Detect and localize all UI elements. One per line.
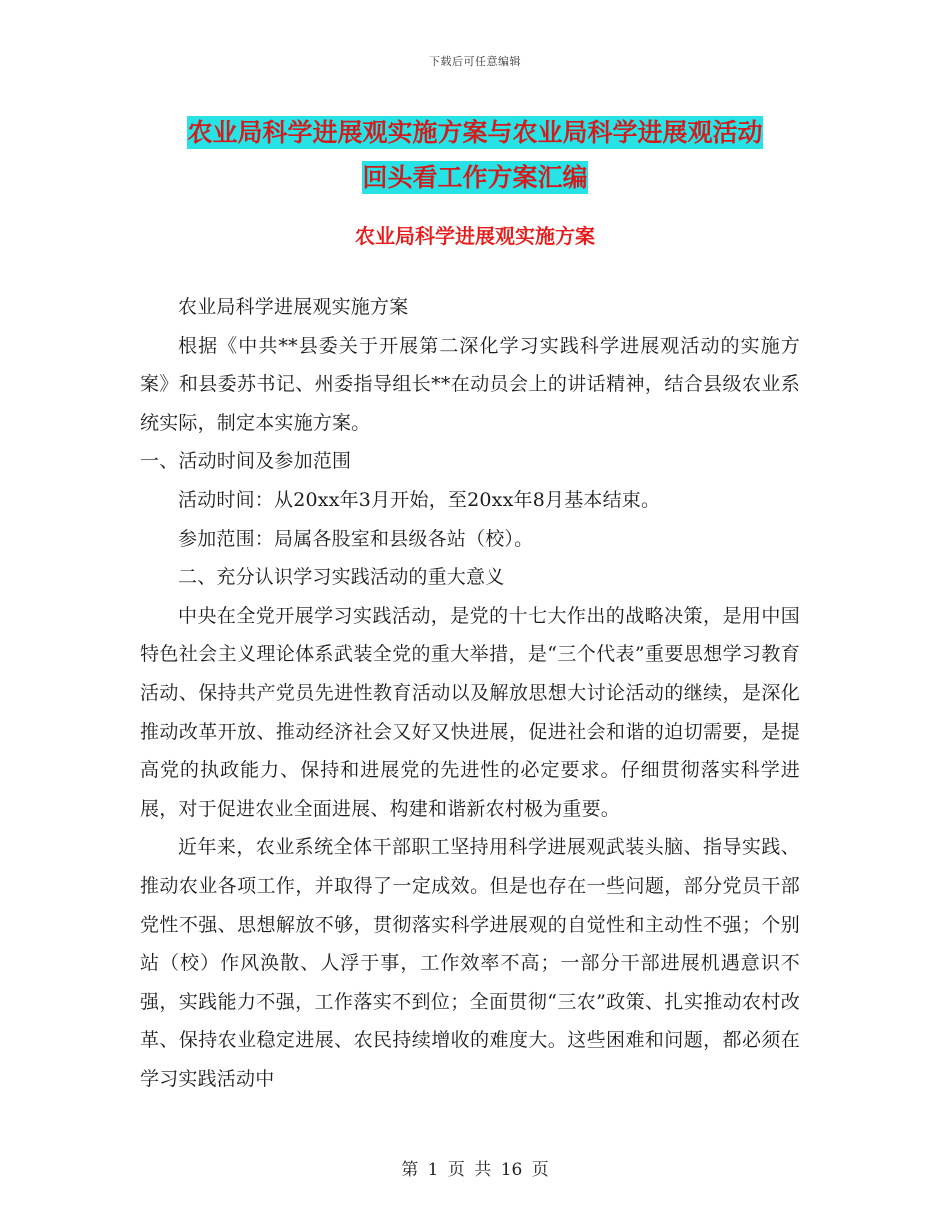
section-title: 农业局科学进展观实施方案 [355,224,595,248]
heading-activity-scope: 一、活动时间及参加范围 [140,450,352,473]
paragraph-central-decision: 中央在全党开展学习实践活动，是党的十七大作出的战略决策，是用中国特色社会主义理论体系武装全党的重大举措，是“三个代表”重要思想学习教育活动、保持共产党员先进性教育活动以及解放思想大讨论活动的继续，是深化推动改革开放、推动经济社会又好又快进展，促进社会和谐的迫切需要，是提高党的执政能力、保持和进展党的先进性的必定要求。仔细贯彻落实科学进展，对于促进农业全面进展、构建和谐新农村极为重要。 [140,604,800,820]
document-body [140,288,800,1098]
page-header-note: 下载后可任意编辑 [429,55,521,68]
paragraph-participation-scope: 参加范围：局属各股室和县级各站（校）。 [178,527,534,550]
page-footer: 第 1 页 共 16 页 [401,1160,549,1180]
heading-significance: 二、充分认识学习实践活动的重大意义 [178,566,505,589]
document-title-line-1: 农业局科学进展观实施方案与农业局科学进展观活动 [187,118,763,147]
document-title [0,110,950,200]
paragraph-recent-years: 近年来，农业系统全体干部职工坚持用科学进展观武装头脑、指导实践、推动农业各项工作，并取得了一定成效。但是也存在一些问题，部分党员干部党性不强、思想解放不够，贯彻落实科学进展观的自觉性和主动性不强；个别站（校）作风涣散、人浮于事，工作效率不高；一部分干部进展机遇意识不强，实践能力不强，工作落实不到位；全面贯彻“三农”政策、扎实推动农村改革、保持农业稳定进展、农民持续增收的难度大。这些困难和问题，都必须在学习实践活动中 [140,836,800,1090]
paragraph-basis: 根据《中共**县委关于开展第二深化学习实践科学进展观活动的实施方案》和县委苏书记、州委指导组长**在动员会上的讲话精神，结合县级农业系统实际，制定本实施方案。 [140,334,800,434]
document-title-line-2: 回头看工作方案汇编 [362,163,588,192]
paragraph-activity-time: 活动时间：从20xx年3月开始，至20xx年8月基本结束。 [178,488,661,511]
paragraph-plan-name: 农业局科学进展观实施方案 [178,296,409,318]
